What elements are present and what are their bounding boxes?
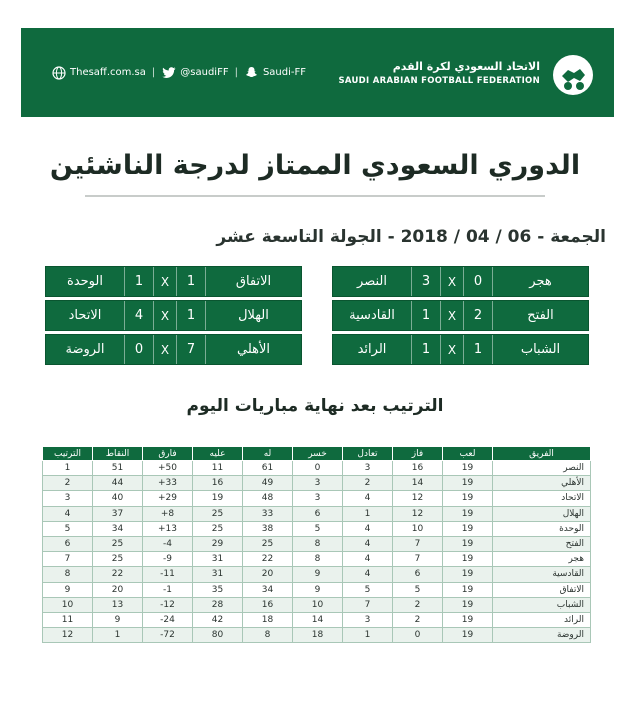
twitter-link[interactable] bbox=[161, 65, 228, 80]
home-score: 7 bbox=[176, 335, 206, 364]
page-title: الدوري السعودي الممتاز لدرجة الناشئين bbox=[49, 150, 581, 181]
federation-names bbox=[338, 60, 540, 86]
cell-col-points: 25 bbox=[93, 552, 143, 567]
away-team: القادسية bbox=[349, 308, 395, 323]
away-score: 3 bbox=[411, 267, 441, 296]
cell-col-goals-against: 25 bbox=[193, 521, 243, 536]
versus-mark: X bbox=[447, 308, 457, 323]
cell-col-goals-for: 18 bbox=[243, 612, 293, 627]
cell-col-lost: 14 bbox=[293, 612, 343, 627]
home-team: الهلال bbox=[238, 308, 269, 323]
cell-col-drawn: 7 bbox=[343, 597, 393, 612]
header-col-team: الفريق bbox=[493, 447, 591, 461]
away-team: الرائد bbox=[357, 342, 387, 357]
standings-header-row bbox=[43, 447, 591, 461]
table-row bbox=[43, 567, 591, 582]
cell-col-points: 22 bbox=[93, 567, 143, 582]
cell-col-played: 19 bbox=[443, 536, 493, 551]
cell-col-lost: 9 bbox=[293, 582, 343, 597]
cell-col-rank: 8 bbox=[43, 567, 93, 582]
cell-col-points: 9 bbox=[93, 612, 143, 627]
matches-right-column bbox=[332, 266, 589, 365]
cell-col-team: النصر bbox=[493, 461, 591, 476]
cell-col-played: 19 bbox=[443, 612, 493, 627]
cell-col-goal-diff: 8+ bbox=[143, 506, 193, 521]
cell-col-rank: 7 bbox=[43, 552, 93, 567]
header-col-played: لعب bbox=[443, 447, 493, 461]
twitter-icon bbox=[161, 65, 176, 80]
cell-col-won: 0 bbox=[393, 628, 443, 643]
cell-col-points: 40 bbox=[93, 491, 143, 506]
cell-col-played: 19 bbox=[443, 628, 493, 643]
separator: | bbox=[234, 67, 238, 78]
header-col-points: النقاط bbox=[93, 447, 143, 461]
cell-col-team: الروضة bbox=[493, 628, 591, 643]
cell-col-goal-diff: 12- bbox=[143, 597, 193, 612]
away-team: الاتحاد bbox=[68, 308, 102, 323]
website-text: Thesaff.com.sa bbox=[70, 67, 146, 78]
cell-col-drawn: 1 bbox=[343, 628, 393, 643]
cell-col-rank: 5 bbox=[43, 521, 93, 536]
cell-col-goal-diff: 29+ bbox=[143, 491, 193, 506]
home-team: الأهلي bbox=[236, 342, 271, 357]
cell-col-won: 10 bbox=[393, 521, 443, 536]
cell-col-points: 25 bbox=[93, 536, 143, 551]
table-row bbox=[43, 628, 591, 643]
cell-col-won: 2 bbox=[393, 597, 443, 612]
cell-col-drawn: 2 bbox=[343, 476, 393, 491]
cell-col-goal-diff: 33+ bbox=[143, 476, 193, 491]
cell-col-goals-against: 29 bbox=[193, 536, 243, 551]
cell-col-drawn: 3 bbox=[343, 612, 393, 627]
cell-col-rank: 12 bbox=[43, 628, 93, 643]
cell-col-team: الفتح bbox=[493, 536, 591, 551]
header-col-goals-for: له bbox=[243, 447, 293, 461]
away-score: 0 bbox=[124, 335, 154, 364]
federation-brand bbox=[338, 48, 598, 98]
federation-name-ar: الاتحاد السعودي لكرة القدم bbox=[392, 59, 540, 73]
table-row bbox=[43, 597, 591, 612]
cell-col-won: 5 bbox=[393, 582, 443, 597]
cell-col-lost: 6 bbox=[293, 506, 343, 521]
match-result bbox=[45, 300, 302, 331]
cell-col-goals-for: 22 bbox=[243, 552, 293, 567]
cell-col-lost: 0 bbox=[293, 461, 343, 476]
header-col-goals-against: عليه bbox=[193, 447, 243, 461]
cell-col-goals-against: 16 bbox=[193, 476, 243, 491]
home-score: 1 bbox=[176, 267, 206, 296]
cell-col-goal-diff: 1- bbox=[143, 582, 193, 597]
cell-col-rank: 9 bbox=[43, 582, 93, 597]
cell-col-won: 12 bbox=[393, 506, 443, 521]
cell-col-won: 14 bbox=[393, 476, 443, 491]
cell-col-won: 2 bbox=[393, 612, 443, 627]
cell-col-lost: 8 bbox=[293, 536, 343, 551]
cell-col-drawn: 5 bbox=[343, 582, 393, 597]
away-score: 1 bbox=[124, 267, 154, 296]
cell-col-drawn: 4 bbox=[343, 567, 393, 582]
home-score: 2 bbox=[463, 301, 493, 330]
cell-col-rank: 10 bbox=[43, 597, 93, 612]
cell-col-rank: 11 bbox=[43, 612, 93, 627]
matches-left-column bbox=[45, 266, 302, 365]
home-team: الفتح bbox=[527, 308, 554, 323]
header-banner bbox=[21, 28, 614, 117]
cell-col-played: 19 bbox=[443, 461, 493, 476]
cell-col-team: الاتفاق bbox=[493, 582, 591, 597]
versus-mark: X bbox=[160, 308, 170, 323]
table-row bbox=[43, 612, 591, 627]
cell-col-played: 19 bbox=[443, 491, 493, 506]
snapchat-link[interactable] bbox=[244, 65, 306, 80]
header-col-lost: خسر bbox=[293, 447, 343, 461]
cell-col-points: 44 bbox=[93, 476, 143, 491]
table-row bbox=[43, 536, 591, 551]
cell-col-points: 34 bbox=[93, 521, 143, 536]
cell-col-team: الرائد bbox=[493, 612, 591, 627]
header-col-drawn: تعادل bbox=[343, 447, 393, 461]
cell-col-rank: 3 bbox=[43, 491, 93, 506]
versus-mark: X bbox=[160, 342, 170, 357]
cell-col-goal-diff: 24- bbox=[143, 612, 193, 627]
cell-col-won: 7 bbox=[393, 536, 443, 551]
table-row bbox=[43, 461, 591, 476]
cell-col-goal-diff: 9- bbox=[143, 552, 193, 567]
cell-col-goals-against: 25 bbox=[193, 506, 243, 521]
cell-col-team: الأهلي bbox=[493, 476, 591, 491]
cell-col-goals-for: 8 bbox=[243, 628, 293, 643]
match-result bbox=[45, 266, 302, 297]
cell-col-played: 19 bbox=[443, 567, 493, 582]
cell-col-goals-for: 34 bbox=[243, 582, 293, 597]
cell-col-lost: 10 bbox=[293, 597, 343, 612]
cell-col-drawn: 4 bbox=[343, 536, 393, 551]
cell-col-played: 19 bbox=[443, 552, 493, 567]
cell-col-played: 19 bbox=[443, 597, 493, 612]
cell-col-goal-diff: 50+ bbox=[143, 461, 193, 476]
website-link[interactable] bbox=[51, 65, 146, 80]
title-divider bbox=[85, 195, 545, 197]
cell-col-team: الوحدة bbox=[493, 521, 591, 536]
cell-col-rank: 4 bbox=[43, 506, 93, 521]
cell-col-goals-against: 31 bbox=[193, 552, 243, 567]
federation-logo-icon bbox=[548, 48, 598, 98]
cell-col-rank: 1 bbox=[43, 461, 93, 476]
federation-name-en: SAUDI ARABIAN FOOTBALL FEDERATION bbox=[338, 75, 540, 86]
cell-col-points: 51 bbox=[93, 461, 143, 476]
cell-col-goals-for: 16 bbox=[243, 597, 293, 612]
cell-col-goals-against: 31 bbox=[193, 567, 243, 582]
versus-mark: X bbox=[447, 274, 457, 289]
cell-col-goal-diff: 72- bbox=[143, 628, 193, 643]
match-result bbox=[332, 300, 589, 331]
table-row bbox=[43, 476, 591, 491]
cell-col-team: الشباب bbox=[493, 597, 591, 612]
table-row bbox=[43, 552, 591, 567]
home-team: الشباب bbox=[520, 342, 561, 357]
away-team: الروضة bbox=[65, 342, 105, 357]
cell-col-drawn: 4 bbox=[343, 491, 393, 506]
cell-col-lost: 3 bbox=[293, 491, 343, 506]
cell-col-won: 6 bbox=[393, 567, 443, 582]
cell-col-lost: 8 bbox=[293, 552, 343, 567]
table-row bbox=[43, 491, 591, 506]
cell-col-goals-for: 25 bbox=[243, 536, 293, 551]
header-col-goal-diff: فارق bbox=[143, 447, 193, 461]
cell-col-goals-against: 42 bbox=[193, 612, 243, 627]
cell-col-lost: 9 bbox=[293, 567, 343, 582]
cell-col-goal-diff: 11- bbox=[143, 567, 193, 582]
cell-col-drawn: 1 bbox=[343, 506, 393, 521]
cell-col-points: 37 bbox=[93, 506, 143, 521]
home-score: 1 bbox=[463, 335, 493, 364]
separator: | bbox=[151, 67, 156, 78]
cell-col-goals-for: 20 bbox=[243, 567, 293, 582]
globe-icon bbox=[51, 65, 66, 80]
cell-col-won: 7 bbox=[393, 552, 443, 567]
home-score: 1 bbox=[176, 301, 206, 330]
cell-col-played: 19 bbox=[443, 476, 493, 491]
social-links bbox=[51, 65, 306, 80]
versus-mark: X bbox=[160, 274, 170, 289]
cell-col-goals-against: 19 bbox=[193, 491, 243, 506]
header-col-rank: الترتيب bbox=[43, 447, 93, 461]
cell-col-goals-for: 48 bbox=[243, 491, 293, 506]
table-row bbox=[43, 506, 591, 521]
header-col-won: فاز bbox=[393, 447, 443, 461]
cell-col-goals-against: 28 bbox=[193, 597, 243, 612]
cell-col-points: 13 bbox=[93, 597, 143, 612]
away-team: الوحدة bbox=[67, 274, 103, 289]
cell-col-drawn: 4 bbox=[343, 521, 393, 536]
twitter-handle: @saudiFF bbox=[180, 67, 229, 78]
cell-col-points: 1 bbox=[93, 628, 143, 643]
round-info: الجمعة - 06 / 04 / 2018 - الجولة التاسعة عشر bbox=[216, 227, 606, 247]
standings-body bbox=[43, 461, 591, 643]
cell-col-team: الهلال bbox=[493, 506, 591, 521]
standings-title: الترتيب بعد نهاية مباريات اليوم bbox=[186, 396, 444, 416]
away-score: 1 bbox=[411, 301, 441, 330]
away-score: 1 bbox=[411, 335, 441, 364]
cell-col-won: 12 bbox=[393, 491, 443, 506]
cell-col-team: الاتحاد bbox=[493, 491, 591, 506]
cell-col-played: 19 bbox=[443, 582, 493, 597]
standings-table bbox=[42, 446, 591, 643]
match-result bbox=[332, 334, 589, 365]
cell-col-rank: 6 bbox=[43, 536, 93, 551]
cell-col-drawn: 4 bbox=[343, 552, 393, 567]
away-score: 4 bbox=[124, 301, 154, 330]
cell-col-goal-diff: 4- bbox=[143, 536, 193, 551]
cell-col-team: القادسية bbox=[493, 567, 591, 582]
home-score: 0 bbox=[463, 267, 493, 296]
snapchat-icon bbox=[244, 65, 259, 80]
cell-col-drawn: 3 bbox=[343, 461, 393, 476]
cell-col-won: 16 bbox=[393, 461, 443, 476]
cell-col-goals-for: 33 bbox=[243, 506, 293, 521]
away-team: النصر bbox=[357, 274, 387, 289]
cell-col-goals-against: 11 bbox=[193, 461, 243, 476]
cell-col-played: 19 bbox=[443, 506, 493, 521]
match-result bbox=[45, 334, 302, 365]
home-team: الاتفاق bbox=[235, 274, 272, 289]
snapchat-handle: Saudi-FF bbox=[262, 67, 307, 78]
cell-col-goals-for: 61 bbox=[243, 461, 293, 476]
cell-col-goals-against: 80 bbox=[193, 628, 243, 643]
cell-col-points: 20 bbox=[93, 582, 143, 597]
match-result bbox=[332, 266, 589, 297]
versus-mark: X bbox=[447, 342, 457, 357]
cell-col-lost: 18 bbox=[293, 628, 343, 643]
cell-col-rank: 2 bbox=[43, 476, 93, 491]
home-team: هجر bbox=[529, 274, 552, 289]
table-row bbox=[43, 582, 591, 597]
cell-col-goals-for: 38 bbox=[243, 521, 293, 536]
cell-col-team: هجر bbox=[493, 552, 591, 567]
standings-table-wrapper bbox=[42, 446, 590, 643]
cell-col-lost: 5 bbox=[293, 521, 343, 536]
cell-col-goals-against: 35 bbox=[193, 582, 243, 597]
table-row bbox=[43, 521, 591, 536]
cell-col-played: 19 bbox=[443, 521, 493, 536]
cell-col-goal-diff: 13+ bbox=[143, 521, 193, 536]
cell-col-goals-for: 49 bbox=[243, 476, 293, 491]
cell-col-lost: 3 bbox=[293, 476, 343, 491]
